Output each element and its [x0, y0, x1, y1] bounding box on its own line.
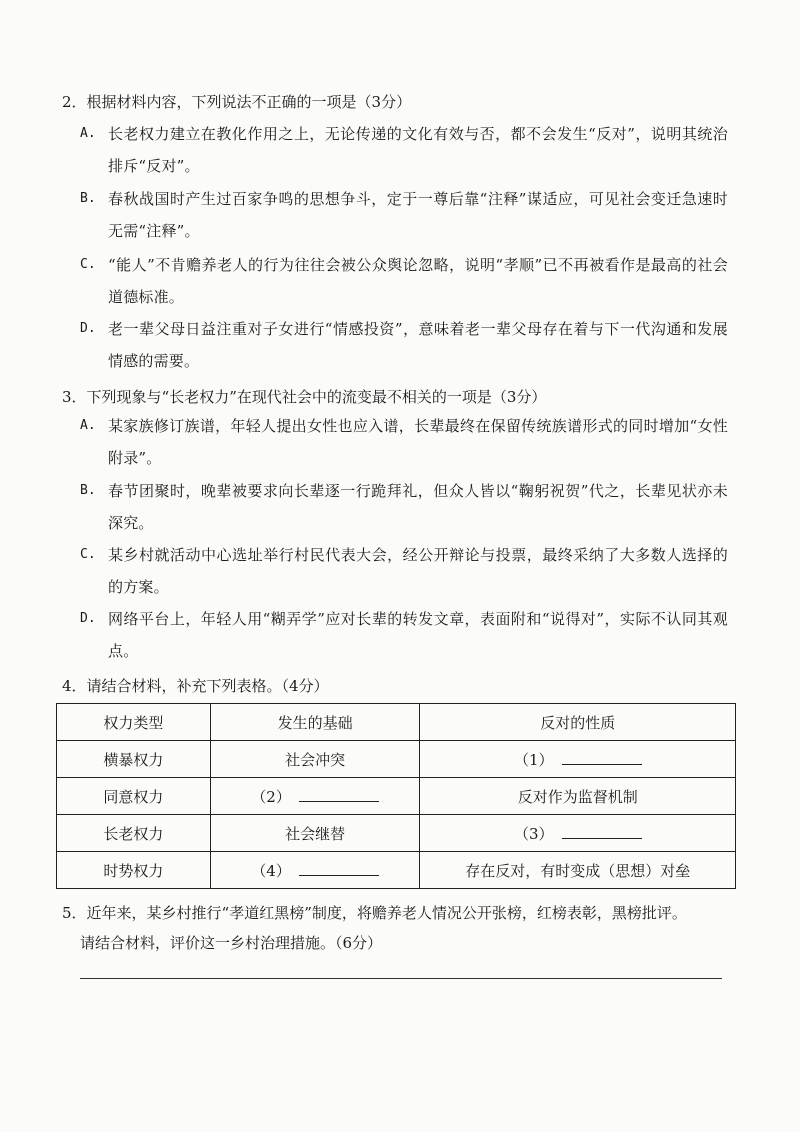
table-cell: 时势权力	[57, 852, 211, 889]
answer-blank[interactable]	[562, 824, 642, 839]
option-label: C.	[80, 257, 96, 272]
table-cell-blank[interactable]	[420, 815, 736, 852]
option-text: 某乡村就活动中心选址举行村民代表大会，经公开辩论与投票，最终采纳了大多数人选择的的方案。	[108, 546, 728, 596]
table-cell: 社会继替	[210, 815, 420, 852]
question-3-stem: 3．下列现象与“长老权力”在现代社会中的流变最不相关的一项是（3分）	[62, 388, 547, 406]
q3-option-c	[80, 539, 728, 603]
table-row	[57, 778, 736, 815]
q3-option-b	[80, 475, 728, 539]
table-cell: 存在反对，有时变成（思想）对垒	[420, 852, 736, 889]
table-cell-blank[interactable]	[210, 852, 420, 889]
table-header: 权力类型	[57, 704, 211, 741]
q2-option-a	[80, 118, 728, 182]
option-text: 春节团聚时，晚辈被要求向长辈逐一行跪拜礼，但众人皆以“鞠躬祝贺”代之，长辈见状亦未深究。	[108, 482, 728, 532]
blank-number: （2）	[251, 787, 291, 806]
q3-option-d	[80, 603, 728, 667]
table-row	[57, 741, 736, 778]
answer-line[interactable]	[80, 978, 722, 979]
answer-blank[interactable]	[299, 861, 379, 876]
question-2-stem: 2．根据材料内容，下列说法不正确的一项是（3分）	[62, 93, 412, 111]
q2-option-b	[80, 183, 728, 247]
table-cell-blank[interactable]	[210, 778, 420, 815]
option-label: C.	[80, 547, 96, 562]
option-label: A.	[80, 418, 96, 433]
table-cell-blank[interactable]	[420, 741, 736, 778]
table-cell: 社会冲突	[210, 741, 420, 778]
q3-option-a	[80, 410, 728, 474]
answer-blank[interactable]	[299, 787, 379, 802]
table-row	[57, 815, 736, 852]
table-row	[57, 852, 736, 889]
question-5-stem: 5．近年来，某乡村推行“孝道红黑榜”制度，将赡养老人情况公开张榜，红榜表彰，黑榜批评。	[62, 904, 687, 922]
option-label: B.	[80, 191, 96, 206]
table-header: 反对的性质	[420, 704, 736, 741]
q2-option-d	[80, 313, 728, 377]
question-5-prompt: 请结合材料，评价这一乡村治理措施。（6分）	[80, 934, 383, 952]
option-label: A.	[80, 126, 96, 141]
option-label: D.	[80, 611, 96, 626]
option-text: 老一辈父母日益注重对子女进行“情感投资”，意味着老一辈父母存在着与下一代沟通和发展情感的需要。	[108, 320, 728, 370]
option-text: 某家族修订族谱，年轻人提出女性也应入谱，长辈最终在保留传统族谱形式的同时增加“女性附录”。	[108, 417, 728, 467]
table-header-row	[57, 704, 736, 741]
option-text: 春秋战国时产生过百家争鸣的思想争斗，定于一尊后靠“注释”谋适应，可见社会变迁急速时无需“注释”。	[108, 190, 728, 240]
option-text: 长老权力建立在教化作用之上，无论传递的文化有效与否，都不会发生“反对”，说明其统治排斥“反对”。	[108, 125, 728, 175]
blank-number: （1）	[513, 750, 554, 769]
option-text: “能人”不肯赡养老人的行为往往会被公众舆论忽略，说明“孝顺”已不再被看作是最高的社会道德标准。	[108, 256, 728, 306]
table-cell: 横暴权力	[57, 741, 211, 778]
answer-blank[interactable]	[562, 750, 642, 765]
option-text: 网络平台上，年轻人用“糊弄学”应对长辈的转发文章，表面附和“说得对”，实际不认同其观点。	[108, 610, 728, 660]
table-cell: 长老权力	[57, 815, 211, 852]
option-label: B.	[80, 483, 96, 498]
table-header: 发生的基础	[210, 704, 420, 741]
blank-number: （3）	[513, 824, 554, 843]
question-4-stem: 4．请结合材料，补充下列表格。（4分）	[62, 677, 329, 695]
q2-option-c	[80, 249, 728, 313]
table-cell: 同意权力	[57, 778, 211, 815]
table-cell: 反对作为监督机制	[420, 778, 736, 815]
option-label: D.	[80, 321, 96, 336]
blank-number: （4）	[251, 861, 291, 880]
fill-in-table	[56, 703, 736, 889]
